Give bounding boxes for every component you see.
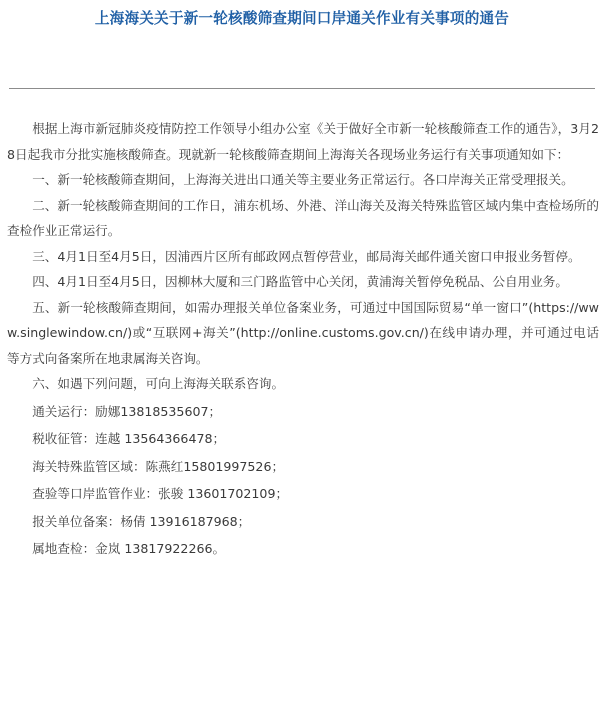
contact-port-inspection: 查验等口岸监管作业：张骏 13601702109； [32,486,289,502]
contact-special-supervision-zone: 海关特殊监管区域：陈燕红15801997526； [32,458,285,474]
item-1-paragraph: 一、新一轮核酸筛查期间，上海海关进出口通关等主要业务正常运行。各口岸海关正常受理报关。 [32,172,574,187]
item-2-paragraph: 二、新一轮核酸筛查期间的工作日，浦东机场、外港、洋山海关及海关特殊监管区域内集中查检场所的查检作业正常运行。 [7,197,599,238]
notice-body [7,116,599,563]
item-3-paragraph: 三、4月1日至4月5日，因浦西片区所有邮政网点暂停营业，邮局海关邮件通关窗口申报业务暂停。 [32,248,581,264]
item-6-paragraph: 六、如遇下列问题，可向上海海关联系咨询。 [32,376,285,391]
contact-tax-collection: 税收征管：连越 13564366478； [32,431,226,447]
contact-local-inspection: 属地查检：金岚 13817922266。 [32,541,226,557]
contact-list [7,398,599,564]
item-5-paragraph: 五、新一轮核酸筛查期间，如需办理报关单位备案业务，可通过中国国际贸易“单一窗口”(https://www.singlewindow.cn/)或“互联网+海关”(http://online.customs.gov.cn/)在线申请办理，并可通过电话等方式向备案所在地隶属海关咨询。 [7,299,599,366]
intro-paragraph: 根据上海市新冠肺炎疫情防控工作领导小组办公室《关于做好全市新一轮核酸筛查工作的通告》，3月28日起我市分批实施核酸筛查。现就新一轮核酸筛查期间上海海关各现场业务运行有关事项通知如下： [7,121,599,162]
title-divider [9,88,595,89]
contact-declarant-registration: 报关单位备案：杨倩 13916187968； [32,513,251,529]
page-title: 上海海关关于新一轮核酸筛查期间口岸通关作业有关事项的通告 [94,10,510,27]
item-4-paragraph: 四、4月1日至4月5日，因柳林大厦和三门路监管中心关闭，黄浦海关暂停免税品、公自用业务。 [32,274,568,289]
contact-customs-clearance: 通关运行：励娜13818535607； [32,403,222,419]
